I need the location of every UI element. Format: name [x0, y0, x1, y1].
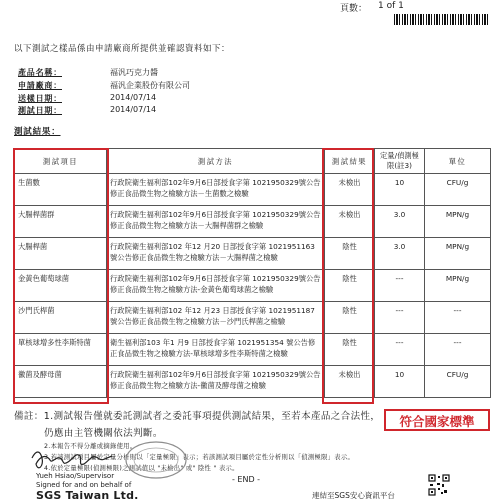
test-method: 行政院衛生福利部102年9月6日部授食字第 1021950329號公告修正食品微生物之檢驗方法－大腸桿菌群之檢驗: [107, 206, 325, 238]
test-item: 金黃色葡萄球菌: [15, 270, 107, 302]
handwritten-signature: [30, 446, 120, 474]
product-name-value: 福汎巧克力醬: [110, 68, 158, 77]
unit: ---: [425, 302, 491, 334]
company-name: SGS Taiwan Ltd.: [36, 489, 139, 502]
col-header-item: 測試項目: [15, 149, 107, 174]
note-1-continued: 仍應由主管機關依法判斷。: [44, 428, 163, 439]
note-4: 4.依於定量極限(偵測極限)之測試值以 "未檢出" 或" 陰性 " 表示。: [44, 465, 239, 472]
intro-text: 以下測試之樣品係由申請廠商所提供並確認資料如下：: [14, 44, 231, 54]
test-result: 陰性: [325, 270, 375, 302]
test-method: 行政院衛生福利部102 年12 月23 日部授食字第 1021951187號公告修正食品微生物之檢驗方法－沙門氏桿菌之檢驗: [107, 302, 325, 334]
table-row: [15, 174, 491, 206]
table-row: [15, 206, 491, 238]
table-row: [15, 238, 491, 270]
test-item: 大腸桿菌: [15, 238, 107, 270]
note-2: 2.本報告不得分離或摘錄使用。: [44, 443, 137, 450]
results-table: [14, 148, 491, 398]
test-method: 行政院衛生福利部102年9月6日部授食字第 1021950329號公告修正食品微生物之檢驗方法-黴菌及酵母菌之檢驗: [107, 366, 325, 398]
product-name-label: 產品名稱：: [18, 68, 62, 77]
footer-caption: 連結至SGS安心資訊平台: [312, 491, 395, 500]
table-row: [15, 270, 491, 302]
detection-limit: 10: [375, 174, 425, 206]
note-1: 備註：1.測試報告僅就委託測試者之委託事項提供測試結果，至若本產品之合法性，: [14, 411, 381, 422]
applicant-label: 申請廠商：: [18, 81, 62, 90]
test-result: 未檢出: [325, 366, 375, 398]
qr-code-icon[interactable]: [428, 474, 450, 496]
detection-limit: 3.0: [375, 206, 425, 238]
test-method: 行政院衛生福利部102年9月6日部授食字第 1021950329號公告修正食品微生物之檢驗方法-金黃色葡萄球菌之檢驗: [107, 270, 325, 302]
received-date-value: 2014/07/14: [110, 93, 157, 102]
test-result: 陰性: [325, 302, 375, 334]
page-number-value: 1 of 1: [378, 1, 404, 11]
test-item: 生菌數: [15, 174, 107, 206]
test-result: 陰性: [325, 334, 375, 366]
end-mark: - END -: [232, 475, 261, 484]
test-date-value: 2014/07/14: [110, 105, 157, 114]
unit: CFU/g: [425, 174, 491, 206]
test-result: 未檢出: [325, 174, 375, 206]
test-result: 陰性: [325, 238, 375, 270]
unit: MPN/g: [425, 206, 491, 238]
received-date-label: 送樣日期：: [18, 94, 62, 103]
table-row: [15, 302, 491, 334]
note-3: 3.若該測試項目屬於定量分析則以「定量極限」表示；若該測試項目屬於定性分析則以「偵測極限」表示。: [44, 454, 355, 461]
test-method: 衛生福利部103 年1 月9 日部授食字第 1021951354 號公告修正食品微生物之檢驗方法-單核球增多性李斯特菌之檢驗: [107, 334, 325, 366]
detection-limit: ---: [375, 270, 425, 302]
test-item: 單核球增多性李斯特菌: [15, 334, 107, 366]
unit: CFU/g: [425, 366, 491, 398]
detection-limit: ---: [375, 334, 425, 366]
unit: ---: [425, 334, 491, 366]
test-date-label: 測試日期：: [18, 106, 62, 115]
national-standard-stamp: 符合國家標準: [384, 409, 490, 431]
detection-limit: 10: [375, 366, 425, 398]
col-header-result: 測試結果: [325, 149, 375, 174]
test-result: 未檢出: [325, 206, 375, 238]
test-item: 沙門氏桿菌: [15, 302, 107, 334]
table-row: [15, 334, 491, 366]
applicant-value: 福汎企業股份有限公司: [110, 81, 190, 90]
test-method: 行政院衛生福利部102 年12 月20 日部授食字第 1021951163號公告修正食品微生物之檢驗方法－大腸桿菌之檢驗: [107, 238, 325, 270]
test-item: 黴菌及酵母菌: [15, 366, 107, 398]
results-title: 測試結果：: [14, 127, 61, 137]
unit: MPN/g: [425, 238, 491, 270]
detection-limit: ---: [375, 302, 425, 334]
signer-name: Yueh Hsiao/Supervisor: [36, 472, 115, 480]
seal-stamp: [124, 440, 188, 480]
detection-limit: 3.0: [375, 238, 425, 270]
signer-role: Signed for and on behalf of: [36, 481, 132, 489]
col-header-limit: 定量/偵測極限(註3): [375, 149, 425, 174]
col-header-unit: 單位: [425, 149, 491, 174]
test-method: 行政院衛生福利部102年9月6日部授食字第 1021950329號公告修正食品微生物之檢驗方法－生菌數之檢驗: [107, 174, 325, 206]
col-header-method: 測試方法: [107, 149, 325, 174]
table-header-row: [15, 149, 491, 174]
unit: MPN/g: [425, 270, 491, 302]
test-item: 大腸桿菌群: [15, 206, 107, 238]
barcode: [394, 14, 490, 25]
table-row: [15, 366, 491, 398]
page-number-label: 頁數：: [340, 4, 368, 14]
